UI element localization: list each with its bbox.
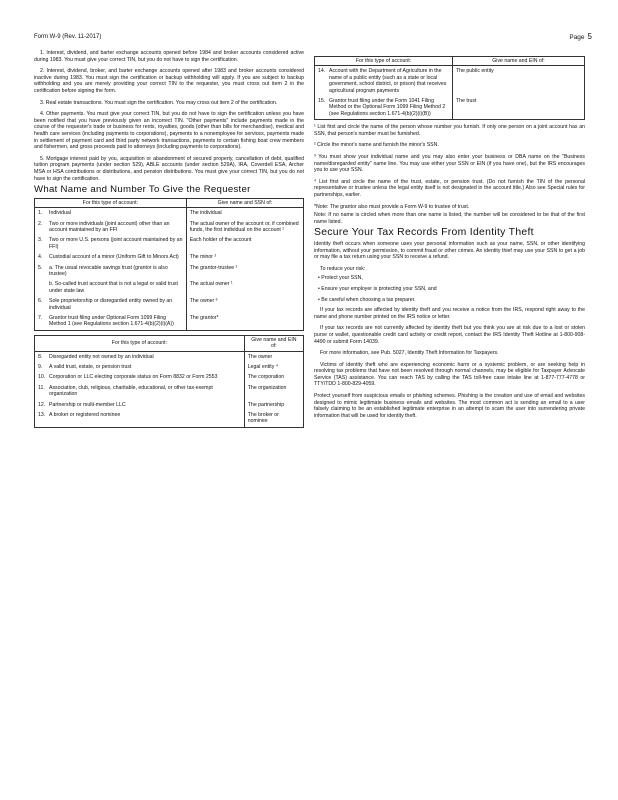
- ein-col-account: For this type of account:: [35, 335, 245, 351]
- row-give: The grantor*: [186, 313, 303, 330]
- table-row: [35, 263, 304, 280]
- table-row: [35, 252, 304, 262]
- row-account: Two or more U.S. persons (joint account maintained by an FFI): [46, 235, 186, 252]
- ssn-col-give: Give name and SSN of:: [186, 198, 303, 207]
- row-give: Legal entity ⁴: [244, 362, 303, 372]
- table-row: [35, 208, 304, 219]
- bullet-employer: • Ensure your employer is protecting your SSN, and: [318, 285, 437, 292]
- identity-para-3: For more information, see Pub. 5027, Identity Theft Information for Taxpayers.: [320, 350, 499, 357]
- form-label: Form W-9 (Rev. 11-2017): [34, 34, 102, 40]
- row-give: Each holder of the account: [186, 235, 303, 252]
- row-num: 15.: [315, 96, 327, 120]
- table-row: [35, 235, 304, 252]
- row-account: b. So-called trust account that is not a legal or valid trust under state law: [46, 279, 186, 296]
- row-num: 14.: [315, 66, 327, 96]
- ssn-table: [34, 198, 304, 331]
- ein-table: [34, 335, 304, 428]
- row-give: The broker or nominee: [244, 410, 303, 427]
- left-column: [34, 50, 304, 428]
- row-give: The trust: [453, 96, 585, 120]
- grantor-note: *Note: The grantor also must provide a Form W-9 to trustee of trust.: [314, 203, 470, 210]
- row-account: Account with the Department of Agriculture in the name of a public entity (such as a state or local government, school district, or prison) that receives agricultural program payments: [326, 66, 453, 96]
- table-row: [35, 383, 304, 400]
- row-account: Partnership or multi-member LLC: [46, 400, 244, 410]
- row-account: A valid trust, estate, or pension trust: [46, 362, 244, 372]
- ein-table-header: [35, 335, 304, 351]
- row-give: The owner ³: [186, 296, 303, 313]
- item-4: 4. Other payments. You must give your correct TIN, but you do not have to sign the certification unless you have been notified that you have previously given an incorrect TIN. "Other payments" include payments made in the course of the requester's trade or business for rents, royalties, goods (other than bills for merchandise), medical and health care services (including payments to corporations), payments to a nonemployee for services, payments made in settlement of payment card and third party network transactions, payments to certain fishing boat crew members and fishermen, and gross proceeds paid to attorneys (including payments to corporations).: [34, 111, 304, 151]
- row-give: The partnership: [244, 400, 303, 410]
- table-row: [35, 362, 304, 372]
- row-account: Grantor trust filing under Optional Form 1099 Filing Method 1 (see Regulations section 1.671-4(b)(2)(i)(A)): [46, 313, 186, 330]
- ssn-table-header: [35, 198, 304, 207]
- row-account: Corporation or LLC electing corporate status on Form 8832 or Form 2553: [46, 372, 244, 382]
- table-row: [35, 313, 304, 330]
- row-num: [35, 279, 47, 296]
- row-account: a. The usual revocable savings trust (grantor is also trustee): [46, 263, 186, 280]
- left-heading: What Name and Number To Give the Requester: [34, 184, 251, 196]
- identity-para-2: If your tax records are not currently affected by identity theft but you think you are at risk due to a lost or stolen purse or wallet, questionable credit card activity or credit report, contact the IRS Identity Theft Hotline at 1-800-908-4490 or submit Form 14039.: [314, 325, 585, 345]
- row-num: 1.: [35, 208, 47, 219]
- row-num: 3.: [35, 235, 47, 252]
- table-row: [35, 219, 304, 236]
- table-row: [35, 296, 304, 313]
- table-row: [35, 410, 304, 427]
- bullet-protect-ssn: • Protect your SSN,: [318, 275, 363, 282]
- row-account: Grantor trust filing under the Form 1041 Filing Method or the Optional Form 1099 Filing Method 2 (see Regulations section 1.671-4(b)(2)(i)(B)): [326, 96, 453, 120]
- footnote-1: ¹ List first and circle the name of the person whose number you furnish. If only one person on a joint account has an SSN, that person's number must be furnished.: [314, 124, 585, 137]
- row-account: Individual: [46, 208, 186, 219]
- table-row: [35, 351, 304, 362]
- row-num: 5.: [35, 263, 47, 280]
- table-row: [35, 279, 304, 296]
- table-row: [315, 66, 585, 96]
- row-num: 2.: [35, 219, 47, 236]
- row-give: The grantor-trustee ¹: [186, 263, 303, 280]
- ein2-col-account: For this type of account:: [315, 57, 453, 66]
- footnote-2: ² Circle the minor's name and furnish the minor's SSN.: [314, 142, 439, 149]
- row-account: Custodial account of a minor (Uniform Gift to Minors Act): [46, 252, 186, 262]
- right-column: [314, 56, 585, 424]
- ein-table-continued-header: [315, 57, 585, 66]
- footnote-3: ³ You must show your individual name and you may also enter your business or DBA name on the "Business name/disregarded entity" name line. You may use either your SSN or EIN (if you have one), but the IRS encourages you to use your SSN.: [314, 154, 585, 174]
- ein-col-give: Give name and EIN of:: [244, 335, 303, 351]
- row-give: The minor ²: [186, 252, 303, 262]
- reduce-risk-label: To reduce your risk:: [320, 265, 366, 272]
- row-num: 7.: [35, 313, 47, 330]
- row-num: 13.: [35, 410, 47, 427]
- row-account: Association, club, religious, charitable, educational, or other tax-exempt organization: [46, 383, 244, 400]
- row-num: 4.: [35, 252, 47, 262]
- row-num: 6.: [35, 296, 47, 313]
- page-indicator: [569, 32, 592, 41]
- identity-para-1: If your tax records are affected by identity theft and you receive a notice from the IRS, respond right away to the name and phone number printed on the IRS notice or letter.: [314, 307, 585, 320]
- row-give: The actual owner of the account or, if combined funds, the first individual on the account ¹: [186, 219, 303, 236]
- row-account: Disregarded entity not owned by an individual: [46, 351, 244, 362]
- row-give: The corporation: [244, 372, 303, 382]
- row-give: The public entity: [453, 66, 585, 96]
- row-num: 11.: [35, 383, 47, 400]
- identity-intro: Identity theft occurs when someone uses your personal information such as your name, SSN, or other identifying information, without your permission, to commit fraud or other crimes. An identity thief may use your SSN to get a job or may file a tax return using your SSN to receive a refund.: [314, 240, 585, 261]
- row-give: The owner: [244, 351, 303, 362]
- item-1: 1. Interest, dividend, and barter exchange accounts opened before 1984 and broker accounts considered active during 1983. You must give your correct TIN, but you do not have to sign the certification.: [34, 50, 304, 63]
- ein-table-continued: [314, 56, 585, 120]
- ssn-col-account: For this type of account:: [35, 198, 187, 207]
- page-label: Page: [569, 34, 585, 41]
- table-row: [35, 372, 304, 382]
- ein2-col-give: Give name and EIN of:: [453, 57, 585, 66]
- footnote-4: ⁴ List first and circle the name of the trust, estate, or pension trust. (Do not furnish the TIN of the personal representative or trustee unless the legal entity itself is not designated in the account title.) Also see Special rules for partnerships, earlier.: [314, 178, 585, 198]
- row-num: 9.: [35, 362, 47, 372]
- identity-para-4: Victims of identity theft who are experiencing economic harm or a systemic problem, or are seeking help in resolving tax problems that have not been resolved through normal channels, may be eligible for Taxpayer Advocate Service (TAS) assistance. You can reach TAS by calling the TAS toll-free case intake line at 1-877-777-4778 or TTY/TDD 1-800-829-4059.: [314, 361, 585, 388]
- table-row: [315, 96, 585, 120]
- page-number: 5: [587, 32, 592, 41]
- circle-note: Note: If no name is circled when more than one name is listed, the number will be considered to be that of the first name listed.: [314, 212, 585, 225]
- row-give: The organization: [244, 383, 303, 400]
- row-give: The actual owner ¹: [186, 279, 303, 296]
- row-account: Two or more individuals (joint account) other than an account maintained by an FFI: [46, 219, 186, 236]
- row-num: 12.: [35, 400, 47, 410]
- row-account: Sole proprietorship or disregarded entity owned by an individual: [46, 296, 186, 313]
- row-give: The individual: [186, 208, 303, 219]
- item-5: 5. Mortgage interest paid by you, acquisition or abandonment of secured property, cancellation of debt, qualified tuition program payments (under section 529), ABLE accounts (under section 529A), IRA, Coverdell ESA, Archer MSA or HSA contributions or distributions, and pension distributions. You must give your correct TIN, but you do not have to sign the certification.: [34, 155, 304, 182]
- bullet-preparer: • Be careful when choosing a tax preparer.: [318, 296, 416, 303]
- row-num: 10.: [35, 372, 47, 382]
- row-num: 8.: [35, 351, 47, 362]
- table-row: [35, 400, 304, 410]
- item-3: 3. Real estate transactions. You must sign the certification. You may cross out item 2 of the certification.: [40, 99, 278, 106]
- right-heading: Secure Your Tax Records From Identity Theft: [314, 227, 534, 239]
- phishing-para: Protect yourself from suspicious emails or phishing schemes. Phishing is the creation and use of email and websites designed to mimic legitimate business emails and websites. The most common act is sending an email to a user falsely claiming to be an established legitimate enterprise in an attempt to scam the user into surrendering private information that will be used for identity theft.: [314, 393, 585, 419]
- item-2: 2. Interest, dividend, broker, and barter exchange accounts opened after 1983 and broker accounts considered inactive during 1983. You must sign the certification or backup withholding will apply. If you are subject to backup withholding and you are merely providing your correct TIN to the requester, you must cross out item 2 in the certification before signing the form.: [34, 68, 304, 94]
- row-account: A broker or registered nominee: [46, 410, 244, 427]
